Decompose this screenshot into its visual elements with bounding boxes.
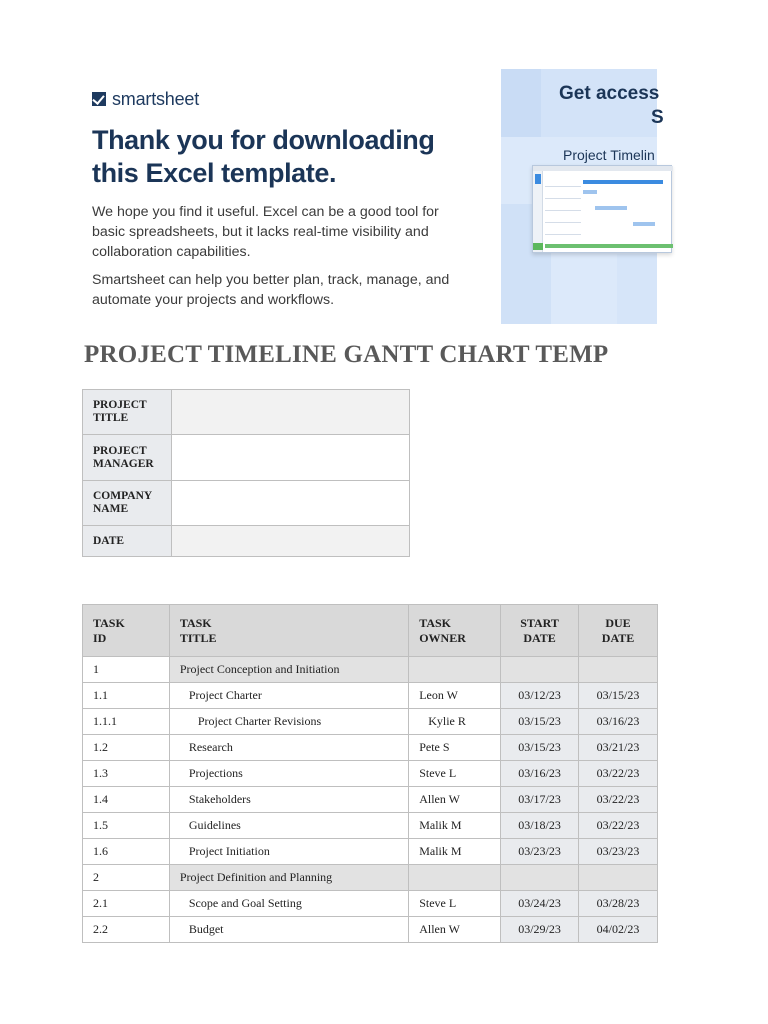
document-title: PROJECT TIMELINE GANTT CHART TEMP	[84, 341, 609, 368]
preview-row	[545, 222, 581, 223]
task-id-cell[interactable]: 1.1.1	[83, 709, 170, 735]
info-row	[83, 390, 410, 435]
label-line: PROJECT	[93, 444, 147, 457]
preview-row	[545, 210, 581, 211]
promo-title-cont: S	[651, 107, 664, 128]
paragraph-line: basic spreadsheets, but it lacks real-time visibility and	[92, 224, 429, 240]
background-tile	[501, 69, 541, 137]
promo-banner-text	[92, 86, 492, 310]
header-line: TASK	[179, 615, 212, 630]
due-date-cell[interactable]: 03/15/23	[579, 683, 658, 709]
label-line: MANAGER	[93, 457, 154, 470]
header-line: TASK	[93, 615, 125, 630]
start-date-cell[interactable]: 03/17/23	[501, 787, 579, 813]
preview-bar	[633, 222, 655, 226]
table-row[interactable]	[83, 709, 658, 735]
preview-bar	[583, 190, 597, 194]
start-date-cell[interactable]: 03/15/23	[501, 735, 579, 761]
smartsheet-logo-icon	[92, 92, 106, 106]
task-owner-cell[interactable]: Pete S	[409, 735, 501, 761]
task-title-cell[interactable]: Project Initiation	[169, 839, 408, 865]
task-owner-cell[interactable]: Steve L	[409, 891, 501, 917]
table-row[interactable]	[83, 839, 658, 865]
task-owner-cell[interactable]: Kylie R	[409, 709, 501, 735]
task-title-cell[interactable]: Project Charter	[169, 683, 408, 709]
paragraph-line: automate your projects and workflows.	[92, 292, 335, 308]
task-id-cell[interactable]: 2.1	[83, 891, 170, 917]
start-date-cell[interactable]: 03/16/23	[501, 761, 579, 787]
task-title-cell[interactable]: Stakeholders	[169, 787, 408, 813]
due-date-cell[interactable]	[579, 865, 658, 891]
table-row[interactable]	[83, 891, 658, 917]
due-date-cell[interactable]: 04/02/23	[579, 917, 658, 943]
project-manager-field[interactable]	[172, 435, 410, 481]
task-group-row[interactable]	[83, 865, 658, 891]
preview-bar	[583, 180, 663, 184]
header-line: DATE	[601, 630, 635, 645]
due-date-cell[interactable]: 03/21/23	[579, 735, 658, 761]
start-date-cell[interactable]: 03/12/23	[501, 683, 579, 709]
start-date-cell[interactable]	[501, 865, 579, 891]
date-field[interactable]	[172, 526, 410, 557]
task-title-cell[interactable]: Guidelines	[169, 813, 408, 839]
start-date-cell[interactable]: 03/29/23	[501, 917, 579, 943]
company-name-field[interactable]	[172, 481, 410, 526]
header-line: TITLE	[179, 630, 217, 645]
promo-image[interactable]	[501, 69, 664, 324]
task-id-cell[interactable]: 1.3	[83, 761, 170, 787]
info-label	[83, 526, 172, 557]
task-owner-cell[interactable]: Allen W	[409, 917, 501, 943]
gantt-preview	[532, 165, 672, 253]
due-date-cell[interactable]: 03/28/23	[579, 891, 658, 917]
table-row[interactable]	[83, 683, 658, 709]
task-owner-cell[interactable]: Leon W	[409, 683, 501, 709]
table-row[interactable]	[83, 813, 658, 839]
task-owner-cell[interactable]: Malik M	[409, 839, 501, 865]
due-date-cell[interactable]: 03/23/23	[579, 839, 658, 865]
table-row[interactable]	[83, 761, 658, 787]
table-row[interactable]	[83, 917, 658, 943]
header-line: ID	[93, 630, 107, 645]
preview-row	[545, 198, 581, 199]
preview-row	[545, 186, 581, 187]
due-date-cell[interactable]	[579, 657, 658, 683]
task-owner-cell[interactable]: Allen W	[409, 787, 501, 813]
task-title-cell[interactable]: Research	[169, 735, 408, 761]
task-id-cell[interactable]: 2	[83, 865, 170, 891]
paragraph-line: collaboration capabilities.	[92, 244, 251, 260]
brand-name: smartsheet	[112, 88, 200, 109]
start-date-cell[interactable]: 03/24/23	[501, 891, 579, 917]
column-header-due-date	[579, 605, 658, 657]
paragraph-line: We hope you find it useful. Excel can be a good tool for	[92, 204, 439, 220]
task-id-cell[interactable]: 1.6	[83, 839, 170, 865]
preview-marker	[533, 243, 543, 250]
column-header-task-id	[83, 605, 170, 657]
preview-marker	[535, 174, 541, 184]
headline-line: Thank you for downloading	[92, 125, 435, 155]
due-date-cell[interactable]: 03/22/23	[579, 813, 658, 839]
preview-toolbar	[533, 166, 673, 171]
label-line: TITLE	[93, 412, 129, 424]
task-title-cell[interactable]: Project Conception and Initiation	[169, 657, 408, 683]
headline-line: this Excel template.	[92, 158, 337, 188]
banner-paragraph	[92, 202, 492, 262]
task-table	[82, 604, 658, 943]
header-line: START	[520, 615, 559, 630]
task-id-cell[interactable]: 2.2	[83, 917, 170, 943]
info-row	[83, 526, 410, 557]
task-owner-cell[interactable]	[409, 657, 501, 683]
task-table-body	[83, 657, 658, 943]
background-tile	[617, 254, 657, 324]
info-row	[83, 481, 410, 526]
smartsheet-logo[interactable]	[92, 86, 492, 112]
header-line: DUE	[605, 615, 631, 630]
table-header-row	[83, 605, 658, 657]
task-id-cell[interactable]: 1.4	[83, 787, 170, 813]
label-line: PROJECT	[93, 399, 147, 411]
label-line: DATE	[93, 534, 125, 547]
promo-title: Get access	[559, 83, 660, 104]
task-title-cell[interactable]: Project Charter Revisions	[169, 709, 408, 735]
due-date-cell[interactable]: 03/22/23	[579, 761, 658, 787]
due-date-cell[interactable]: 03/16/23	[579, 709, 658, 735]
project-info-table	[82, 389, 410, 557]
task-group-row[interactable]	[83, 657, 658, 683]
task-owner-cell[interactable]: Malik M	[409, 813, 501, 839]
task-owner-cell[interactable]: Steve L	[409, 761, 501, 787]
header-line: DATE	[523, 630, 556, 645]
column-header-task-owner	[409, 605, 501, 657]
task-owner-cell[interactable]	[409, 865, 501, 891]
info-label	[83, 481, 172, 526]
project-title-field[interactable]	[172, 390, 410, 435]
label-line: COMPANY	[93, 490, 153, 502]
column-header-task-title	[169, 605, 408, 657]
column-header-start-date	[501, 605, 579, 657]
info-row	[83, 435, 410, 481]
task-title-cell[interactable]: Scope and Goal Setting	[169, 891, 408, 917]
task-id-cell[interactable]: 1.1	[83, 683, 170, 709]
task-id-cell[interactable]: 1.2	[83, 735, 170, 761]
info-label	[83, 390, 172, 435]
task-id-cell[interactable]: 1.5	[83, 813, 170, 839]
promo-subtitle: Project Timelin	[563, 147, 655, 163]
start-date-cell[interactable]: 03/18/23	[501, 813, 579, 839]
table-row[interactable]	[83, 735, 658, 761]
table-row[interactable]	[83, 787, 658, 813]
paragraph-line: Smartsheet can help you better plan, track, manage, and	[92, 272, 450, 288]
task-title-cell[interactable]: Project Definition and Planning	[169, 865, 408, 891]
start-date-cell[interactable]: 03/23/23	[501, 839, 579, 865]
header-line: TASK	[419, 615, 451, 630]
header-line: OWNER	[419, 630, 466, 645]
banner-paragraph	[92, 270, 492, 310]
preview-bar	[545, 244, 673, 248]
task-title-cell[interactable]: Budget	[169, 917, 408, 943]
start-date-cell[interactable]: 03/15/23	[501, 709, 579, 735]
banner-headline	[92, 124, 492, 190]
due-date-cell[interactable]: 03/22/23	[579, 787, 658, 813]
preview-bar	[595, 206, 627, 210]
info-label	[83, 435, 172, 481]
label-line: NAME	[93, 503, 129, 515]
start-date-cell[interactable]	[501, 657, 579, 683]
preview-row	[545, 234, 581, 235]
task-id-cell[interactable]: 1	[83, 657, 170, 683]
task-title-cell[interactable]: Projections	[169, 761, 408, 787]
